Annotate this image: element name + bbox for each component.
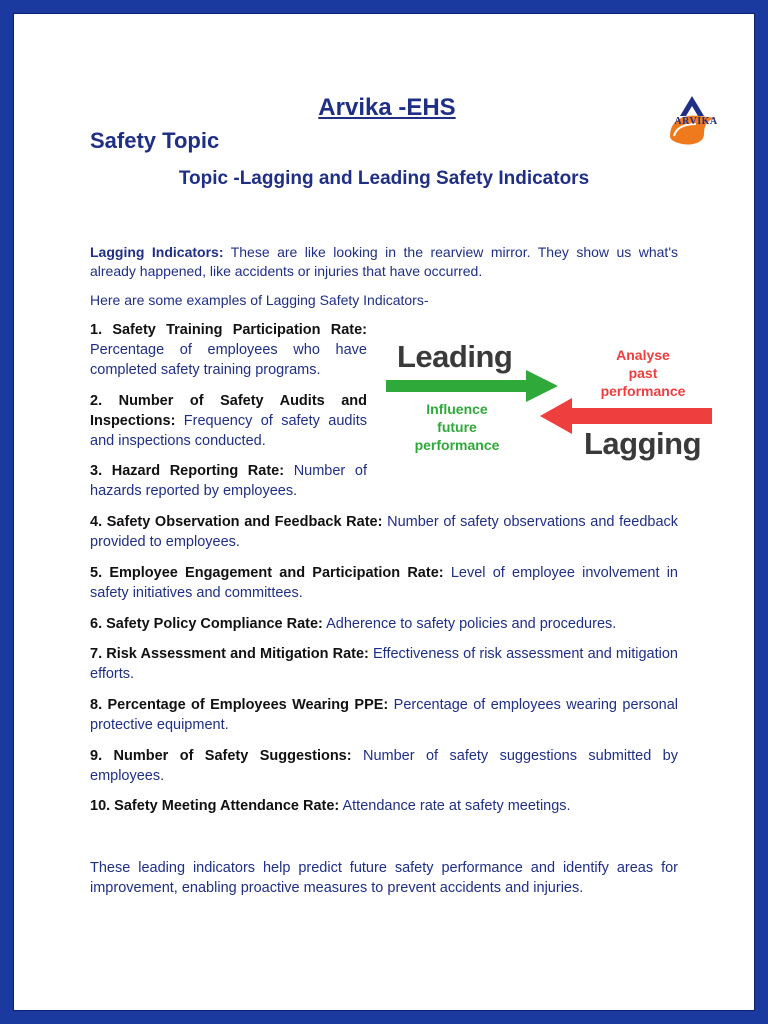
item-term: 2. Number of Safety Audits and Inspections:	[90, 393, 367, 429]
list-item	[90, 695, 678, 735]
leading-label: Leading	[397, 339, 513, 374]
item-desc: Number of hazards reported by employees.	[90, 463, 367, 499]
item-term: 1. Safety Training Participation Rate:	[90, 322, 367, 338]
item-desc: Level of employee involvement in safety initiatives and committees.	[90, 565, 678, 601]
leading-caption	[402, 400, 512, 454]
lagging-caption-line: past	[628, 365, 658, 381]
intro-term: Lagging Indicators:	[90, 244, 224, 260]
item-desc: Frequency of safety audits and inspections conducted.	[90, 413, 367, 449]
topic-title: Topic -Lagging and Leading Safety Indicators	[178, 168, 590, 189]
item-term: 8. Percentage of Employees Wearing PPE:	[90, 697, 389, 713]
item-term: 10. Safety Meeting Attendance Rate:	[90, 798, 340, 814]
item-desc: Percentage of employees wearing personal protective equipment.	[90, 697, 678, 733]
leading-caption-line: Influence	[426, 401, 488, 417]
lagging-label: Lagging	[584, 426, 702, 461]
item-desc: Number of safety suggestions submitted by employees.	[90, 748, 678, 784]
examples-lead: Here are some examples of Lagging Safety Indicators-	[90, 292, 429, 308]
item-desc: Number of safety observations and feedback provided to employees.	[90, 514, 679, 550]
item-desc: Adherence to safety policies and procedures.	[322, 616, 617, 632]
item-term: 3. Hazard Reporting Rate:	[90, 463, 285, 479]
intro-paragraph	[90, 243, 678, 281]
item-term: 6. Safety Policy Compliance Rate:	[90, 616, 323, 632]
list-item	[90, 461, 367, 501]
item-term: 4. Safety Observation and Feedback Rate:	[90, 514, 383, 530]
intro-text: These are like looking in the rearview mirror. They show us what's already happened, like accidents or injuries that have occurred.	[90, 244, 678, 279]
leading-caption-line: performance	[414, 437, 500, 453]
list-item	[90, 391, 367, 451]
list-item	[90, 320, 367, 380]
list-item	[90, 796, 678, 816]
section-heading: Safety Topic	[90, 128, 220, 153]
lagging-caption	[580, 346, 706, 400]
list-item	[90, 614, 678, 634]
item-term: 9. Number of Safety Suggestions:	[90, 748, 352, 764]
leading-caption-line: future	[437, 419, 477, 435]
lagging-caption-line: performance	[600, 383, 686, 399]
item-term: 5. Employee Engagement and Participation Rate:	[90, 565, 444, 581]
list-item	[90, 746, 678, 786]
leading-lagging-figure	[380, 334, 720, 470]
brand-title: Arvika -EHS	[318, 94, 456, 121]
item-term: 7. Risk Assessment and Mitigation Rate:	[90, 646, 369, 662]
arvika-logo	[664, 94, 728, 150]
item-desc: Effectiveness of risk assessment and mitigation efforts.	[90, 646, 678, 682]
lagging-caption-line: Analyse	[616, 347, 670, 363]
conclusion-paragraph: These leading indicators help predict future safety performance and identify areas for improvement, enabling proactive measures to prevent accidents and injuries.	[90, 860, 678, 896]
list-item	[90, 512, 678, 552]
logo-wordmark: ARVIKA	[674, 116, 718, 127]
item-desc: Attendance rate at safety meetings.	[339, 798, 571, 814]
list-item	[90, 563, 678, 603]
list-item	[90, 644, 678, 684]
item-desc: Percentage of employees who have completed safety training programs.	[90, 342, 367, 378]
